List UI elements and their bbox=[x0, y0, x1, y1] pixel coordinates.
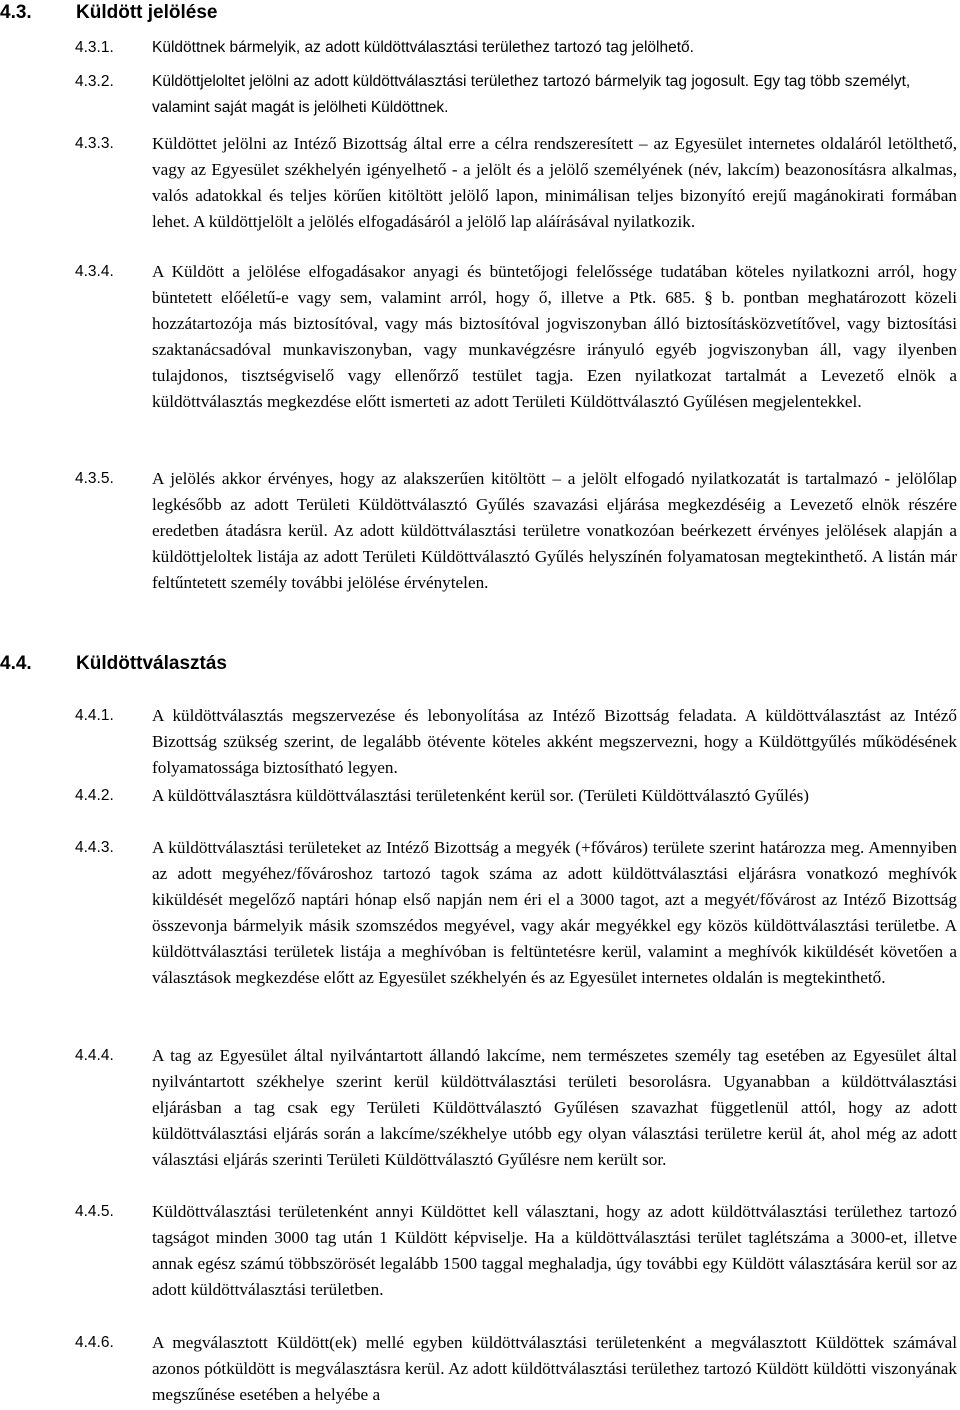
item-text: A jelölés akkor érvényes, hogy az alakszerűen kitöltött – a jelölt elfogadó nyilatkozatát is tartalmazó - jelölőlap legkésőbb az adott Területi Küldöttválasztó Gyűlés szavazási eljárása megkezdéséig a Levezető elnök részére eredetben átadásra kerül. Az adott küldöttválasztási területre vonatkozóan beérkezett érvényes jelölések alapján a küldöttjeloltek listája az adott Területi Küldöttválasztó Gyűlés helyszínén folyamatosan megtekinthető. A listán már feltűntetett személy további jelölése érvénytelen. bbox=[152, 469, 957, 592]
item-number: 4.4.2. bbox=[75, 787, 114, 804]
list-item bbox=[75, 1043, 957, 1173]
item-number: 4.4.3. bbox=[75, 839, 114, 856]
item-number: 4.3.1. bbox=[75, 39, 114, 56]
list-item bbox=[75, 131, 957, 235]
item-number: 4.3.3. bbox=[75, 135, 114, 152]
item-number: 4.3.2. bbox=[75, 73, 114, 90]
item-number: 4.3.4. bbox=[75, 263, 114, 280]
section-number: 4.3. bbox=[0, 2, 32, 23]
item-number: 4.4.4. bbox=[75, 1047, 114, 1064]
item-text: Küldöttjeloltet jelölni az adott küldöttválasztási területhez tartozó bármelyik tag jogosult. Egy tag több személyt, valamint saját magát is jelölheti Küldöttnek. bbox=[152, 73, 911, 116]
item-number: 4.4.1. bbox=[75, 707, 114, 724]
item-number: 4.4.6. bbox=[75, 1334, 114, 1351]
item-text: A küldöttválasztás megszervezése és lebonyolítása az Intéző Bizottság feladata. A küldöttválasztást az Intéző Bizottság szükség szerint, de legalább ötévente köteles akként megszervezni, hogy a Küldöttgyűlés működésének folyamatossága biztosítható legyen. bbox=[152, 706, 957, 777]
item-text: A küldöttválasztásra küldöttválasztási területenként kerül sor. (Területi Küldöttválasztó Gyűlés) bbox=[152, 786, 809, 805]
section-heading bbox=[0, 652, 227, 676]
section-number: 4.4. bbox=[0, 653, 32, 674]
section-title: Küldött jelölése bbox=[76, 2, 218, 23]
list-item bbox=[75, 69, 957, 121]
item-text: Küldöttet jelölni az Intéző Bizottság által erre a célra rendszeresített – az Egyesület internetes oldaláról letölthető, vagy az Egyesület székhelyén igényelhető - a jelölt és a jelölő személyének (név, lakcím) beazonosításra alkalmas, valós adatokkal és teljes körűen kitöltött jelölő lapon, minimálisan teljes bizonyító erejű magánokirati formában lehet. A küldöttjelölt a jelölés elfogadásáról a jelölő lap aláírásával nyilatkozik. bbox=[152, 134, 957, 231]
list-item bbox=[75, 259, 957, 415]
item-number: 4.3.5. bbox=[75, 470, 114, 487]
list-item bbox=[75, 35, 957, 61]
section-title: Küldöttválasztás bbox=[76, 653, 227, 674]
list-item bbox=[75, 703, 957, 781]
list-item bbox=[75, 835, 957, 991]
section-heading bbox=[0, 1, 217, 25]
item-text: A tag az Egyesület által nyilvántartott állandó lakcíme, nem természetes személy tag esetében az Egyesület által nyilvántartott székhelye szerint kerül küldöttválasztási területi besorolásra. Ugyanabban a küldöttválasztási eljárásban a tag csak egy Területi Küldöttválasztó Gyűlésen szavazhat függetlenül attól, hogy az adott küldöttválasztási eljárás során a lakcíme/székhelye utóbb egy olyan választási területre kerül át, ahol még az adott választási eljárás szerinti Területi Küldöttválasztó Gyűlésre nem került sor. bbox=[152, 1046, 957, 1169]
list-item bbox=[75, 466, 957, 596]
item-number: 4.4.5. bbox=[75, 1203, 114, 1220]
list-item bbox=[75, 783, 957, 809]
item-text: A küldöttválasztási területeket az Intéző Bizottság a megyék (+főváros) területe szerint határozza meg. Amennyiben az adott megyéhez/fővároshoz tartozó tagok száma az adott küldöttválasztási eljárásra vonatkozó meghívók kiküldését megelőző naptári hónap első napján nem éri el a 3000 tagot, azt a megyét/fővárost az Intéző Bizottság összevonja bármelyik másik szomszédos megyével, vagy akár megyékkel egy közös küldöttválasztási területbe. A küldöttválasztási területek listája a meghívóban is feltüntetésre kerül, valamint a meghívók kiküldését követően a választások megkezdése előtt az Egyesület székhelyén és az Egyesület internetes oldalán is megtekinthető. bbox=[152, 838, 957, 987]
item-text: Küldöttválasztási területenként annyi Küldöttet kell választani, hogy az adott küldöttválasztási területhez tartozó tagságot minden 3000 tag után 1 Küldött képviselje. Ha a küldöttválasztási terület taglétszáma a 3000-et, illetve annak egész számú többszörösét legalább 1500 taggal meghaladja, úgy további egy Küldött választására kerül sor az adott küldöttválasztási területben. bbox=[152, 1202, 957, 1299]
item-text: A megválasztott Küldött(ek) mellé egyben küldöttválasztási területenként a megválasztott Küldöttek számával azonos pótküldött is megválasztásra kerül. Az adott küldöttválasztási területhez tartozó Küldött küldötti viszonyának megszűnése esetében a helyébe a bbox=[152, 1333, 957, 1404]
list-item bbox=[75, 1199, 957, 1303]
item-text: Küldöttnek bármelyik, az adott küldöttválasztási területhez tartozó tag jelölhető. bbox=[152, 39, 694, 56]
list-item bbox=[75, 1330, 957, 1408]
item-text: A Küldött a jelölése elfogadásakor anyagi és büntetőjogi felelőssége tudatában köteles nyilatkozni arról, hogy büntetett előéletű-e vagy sem, valamint arról, hogy ő, illetve a Ptk. 685. § b. pontban meghatározott közeli hozzátartozója más biztosítóval, vagy más biztosítóval jogviszonyban álló biztosításközvetítővel, vagy biztosítási szaktanácsadóval munkaviszonyban, vagy munkavégzésre irányuló egyéb jogviszonyban áll, vagy ilyenben tulajdonos, tisztségviselő vagy ellenőrző testület tagja. Ezen nyilatkozat tartalmát a Levezető elnök a küldöttválasztás megkezdése előtt ismerteti az adott Területi Küldöttválasztó Gyűlésen megjelentekkel. bbox=[152, 262, 957, 411]
